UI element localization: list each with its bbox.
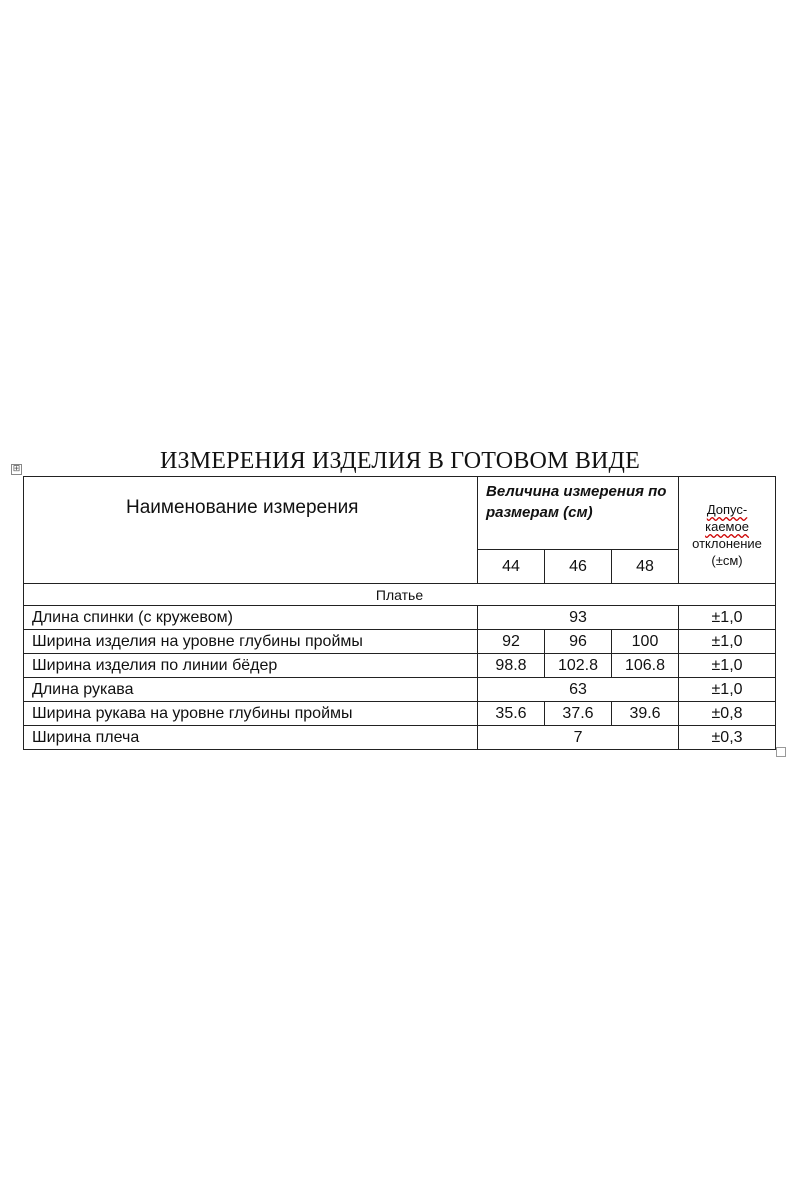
measurement-name: Ширина изделия на уровне глубины проймы: [24, 630, 478, 654]
measurement-value-44: 35.6: [478, 702, 545, 726]
table-row: [24, 654, 776, 678]
tolerance-line-2: каемое: [705, 519, 749, 534]
measurement-value-48: 100: [612, 630, 679, 654]
table-row: [24, 702, 776, 726]
measurement-value-44: 92: [478, 630, 545, 654]
size-46: 46: [545, 550, 612, 584]
size-48: 48: [612, 550, 679, 584]
measurement-name: Длина спинки (с кружевом): [24, 606, 478, 630]
measurement-name: Ширина плеча: [24, 726, 478, 750]
measurements-table: [23, 476, 776, 750]
section-dress: Платье: [24, 584, 776, 606]
measurement-name: Ширина рукава на уровне глубины проймы: [24, 702, 478, 726]
tolerance-line-1: Допус-: [706, 502, 748, 517]
measurement-tolerance: ±0,3: [679, 726, 776, 750]
table-row: [24, 606, 776, 630]
measurement-tolerance: ±1,0: [679, 654, 776, 678]
tolerance-line-3: отклонение: [692, 536, 762, 551]
measurement-value-44: 98.8: [478, 654, 545, 678]
table-resize-handle[interactable]: [776, 747, 786, 757]
table-row: [24, 726, 776, 750]
measurement-value-46: 96: [545, 630, 612, 654]
measurement-value-48: 39.6: [612, 702, 679, 726]
measurement-name: Длина рукава: [24, 678, 478, 702]
header-size-group: Величина измерения по размерам (см): [478, 477, 679, 550]
measurement-value-46: 102.8: [545, 654, 612, 678]
table-row: [24, 630, 776, 654]
header-tolerance: [679, 477, 776, 584]
measurement-value: 7: [478, 726, 679, 750]
measurement-tolerance: ±1,0: [679, 678, 776, 702]
document-title: ИЗМЕРЕНИЯ ИЗДЕЛИЯ В ГОТОВОМ ВИДЕ: [159, 448, 640, 474]
tolerance-line-4: (±см): [711, 553, 743, 568]
table-move-handle-icon[interactable]: ⊞: [12, 464, 21, 474]
measurement-value: 93: [478, 606, 679, 630]
measurement-value-46: 37.6: [545, 702, 612, 726]
size-44: 44: [478, 550, 545, 584]
header-measurement-name: Наименование измерения: [24, 477, 478, 584]
measurement-value: 63: [478, 678, 679, 702]
table-row: [24, 678, 776, 702]
measurement-tolerance: ±0,8: [679, 702, 776, 726]
measurement-tolerance: ±1,0: [679, 606, 776, 630]
measurement-tolerance: ±1,0: [679, 630, 776, 654]
measurement-name: Ширина изделия по линии бёдер: [24, 654, 478, 678]
measurement-value-48: 106.8: [612, 654, 679, 678]
